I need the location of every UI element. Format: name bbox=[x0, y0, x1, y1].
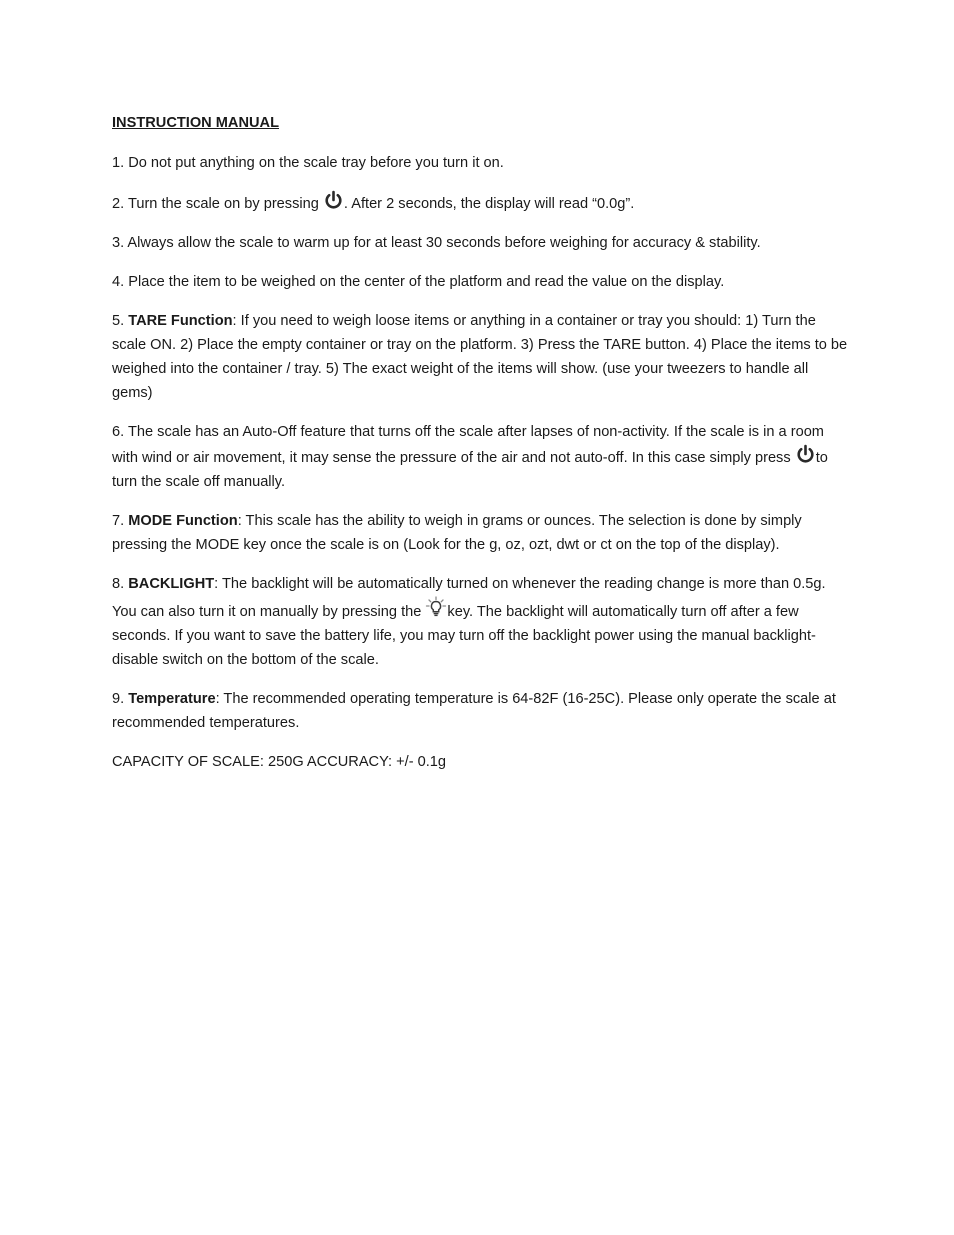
power-icon bbox=[796, 444, 815, 464]
instruction-4 bbox=[112, 270, 848, 294]
light-bulb-icon bbox=[425, 596, 447, 618]
instruction-8 bbox=[112, 572, 848, 672]
instruction-9 bbox=[112, 687, 848, 735]
capacity-spec bbox=[112, 750, 848, 774]
instruction-8-text-after: key. The backlight will automatically turn off after a few seconds. If you want to save the battery life, you may turn off the backlight power using the manual backlight-disable switch on the bottom of the scale. bbox=[112, 604, 816, 668]
instruction-5-label: TARE Function bbox=[128, 313, 233, 329]
instruction-1 bbox=[112, 151, 848, 175]
instruction-1-text: 1. Do not put anything on the scale tray before you turn it on. bbox=[112, 155, 504, 171]
instruction-9-label: Temperature bbox=[128, 691, 216, 707]
instruction-5 bbox=[112, 309, 848, 405]
instruction-8-label: BACKLIGHT bbox=[128, 576, 215, 592]
manual-content bbox=[112, 111, 848, 789]
instruction-7-number: 7. bbox=[112, 513, 129, 529]
instruction-2-text-before: 2. Turn the scale on by pressing bbox=[112, 196, 323, 212]
page-title: INSTRUCTION MANUAL bbox=[112, 115, 280, 131]
power-icon bbox=[324, 190, 343, 210]
instruction-2 bbox=[112, 190, 848, 216]
instruction-3-text: 3. Always allow the scale to warm up for at least 30 seconds before weighing for accuracy & stability. bbox=[112, 235, 761, 251]
instruction-9-text: : The recommended operating temperature is 64-82F (16-25C). Please only operate the scale at recommended temperatures. bbox=[112, 691, 836, 731]
instruction-8-number: 8. bbox=[112, 576, 129, 592]
instruction-6 bbox=[112, 420, 848, 494]
instruction-7-label: MODE Function bbox=[128, 513, 238, 529]
instruction-2-text-after: . After 2 seconds, the display will read “0.0g”. bbox=[343, 196, 635, 212]
capacity-spec-text: CAPACITY OF SCALE: 250G ACCURACY: +/- 0.1g bbox=[112, 754, 447, 770]
instruction-9-number: 9. bbox=[112, 691, 129, 707]
instruction-7-text: : This scale has the ability to weigh in grams or ounces. The selection is done by simply pressing the MODE key once the scale is on (Look for the g, oz, ozt, dwt or ct on the top of the display). bbox=[112, 513, 802, 553]
instruction-5-text: : If you need to weigh loose items or anything in a container or tray you should: 1) Turn the scale ON. 2) Place the empty container or tray on the platform. 3) Press the TARE button. 4) Place the items to be weighed into the container / tray. 5) The exact weight of the items will show. (use your tweezers to handle all gems) bbox=[112, 313, 848, 401]
instruction-6-text-after: to turn the scale off manually. bbox=[112, 450, 828, 490]
instruction-7 bbox=[112, 509, 848, 557]
instruction-5-number: 5. bbox=[112, 313, 129, 329]
instruction-6-text-before: 6. The scale has an Auto-Off feature that turns off the scale after lapses of non-activity. If the scale is in a room with wind or air movement, it may sense the pressure of the air and not auto-off. In this case simply press bbox=[112, 424, 824, 466]
instruction-4-text: 4. Place the item to be weighed on the center of the platform and read the value on the display. bbox=[112, 274, 725, 290]
instruction-8-text-before: : The backlight will be automatically turned on whenever the reading change is more than 0.5g. You can also turn it on manually by pressing the bbox=[112, 576, 826, 620]
instruction-3 bbox=[112, 231, 848, 255]
